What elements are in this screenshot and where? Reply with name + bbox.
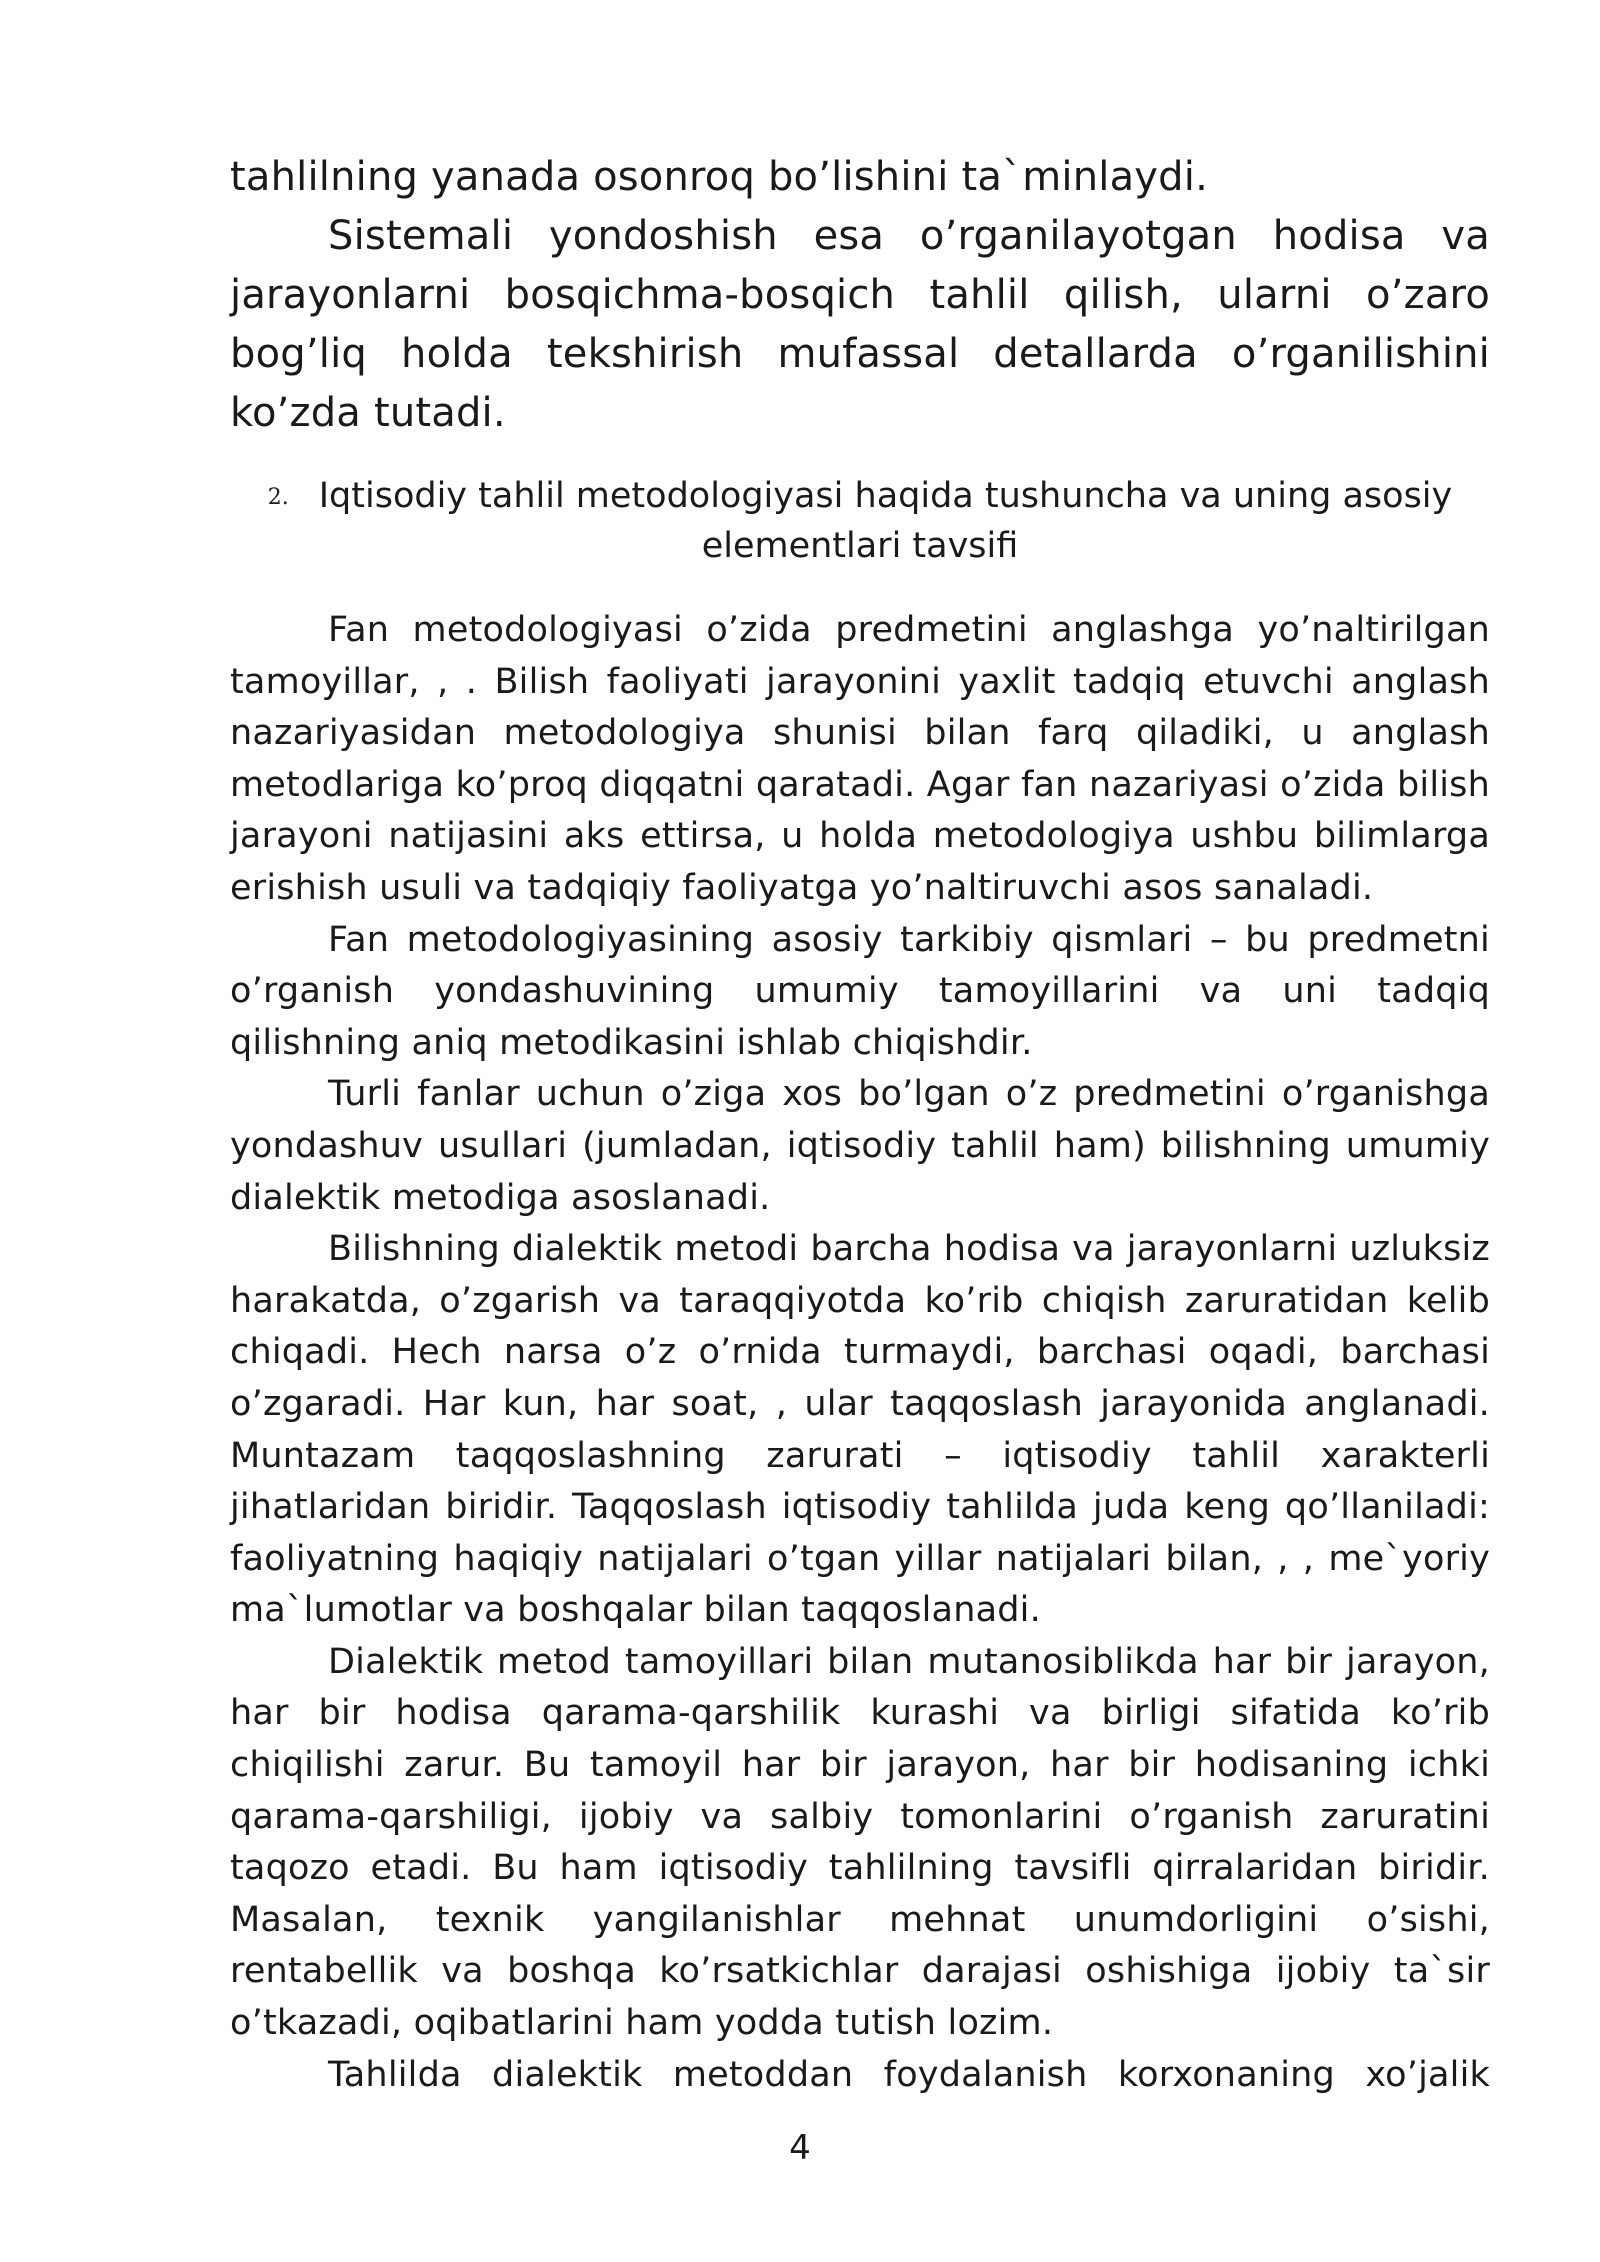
page-number: 4 — [789, 2128, 811, 2168]
section-heading — [230, 472, 1490, 570]
section-heading-line-2: elementlari tavsifi — [701, 526, 1019, 566]
paragraph: Dialektik metod tamoyillari bilan mutanosiblikda har bir jarayon, har bir hodisa qarama-qarshilik kurashi va birligi sifatida ko’rib chiqilishi zarur. Bu tamoyil har bir jarayon, har bir hodisaning ichki qarama-qarshiligi, ijobiy va salbiy tomonlarini o’rganish zaruratini taqozo etadi. Bu ham iqtisodiy tahlilning tavsifli qirralaridan biridir. Masalan, texnik yangilanishlar mehnat unumdorligini o’sishi, rentabellik va boshqa ko’rsatkichlar darajasi oshishiga ijobiy ta`sir o’tkazadi, oqibatlarini ham yodda tutish lozim. — [230, 1641, 1490, 2044]
paragraph: Fan metodologiyasining asosiy tarkibiy qismlari – bu predmetni o’rganish yondashuvining umumiy tamoyillarini va uni tadqiq qilishning aniq metodikasini ishlab chiqishdir. — [230, 919, 1490, 1063]
intro-paragraph: Sistemali yondoshish esa o’rganilayotgan hodisa va jarayonlarni bosqichma-bosqich tahlil qilish, ularni o’zaro bog’liq holda tekshirish mufassal detallarda o’rganilishini ko’zda tutadi. — [230, 213, 1490, 436]
section-number: 2. — [267, 485, 289, 510]
intro-section — [230, 148, 1490, 443]
body-text — [230, 605, 1490, 2101]
paragraph: Fan metodologiyasi o’zida predmetini anglashga yo’naltirilgan tamoyillar, , . Bilish faoliyati jarayonini yaxlit tadqiq etuvchi anglash nazariyasidan metodologiya shunisi bilan farq qiladiki, u anglash metodlariga ko’proq diqqatni qaratadi. Agar fan nazariyasi o’zida bilish jarayoni natijasini aks ettirsa, u holda metodologiya ushbu bilimlarga erishish usuli va tadqiqiy faoliyatga yo’naltiruvchi asos sanaladi. — [230, 610, 1490, 908]
section-heading-line-1: Iqtisodiy tahlil metodologiyasi haqida tushuncha va uning asosiy — [318, 476, 1453, 516]
paragraph: Turli fanlar uchun o’ziga xos bo’lgan o’z predmetini o’rganishga yondashuv usullari (jumladan, iqtisodiy tahlil ham) bilishning umumiy dialektik metodiga asoslanadi. — [230, 1074, 1490, 1218]
paragraph: Bilishning dialektik metodi barcha hodisa va jarayonlarni uzluksiz harakatda, o’zgarish va taraqqiyotda ko’rib chiqish zaruratidan kelib chiqadi. Hech narsa o’z o’rnida turmaydi, barchasi oqadi, barchasi o’zgaradi. Har kun, har soat, , ular taqqoslash jarayonida anglanadi. Muntazam taqqoslashning zarurati – iqtisodiy tahlil xarakterli jihatlaridan biridir. Taqqoslash iqtisodiy tahlilda juda keng qo’llaniladi: faoliyatning haqiqiy natijalari o’tgan yillar natijalari bilan, , , me`yoriy ma`lumotlar va boshqalar bilan taqqoslanadi. — [230, 1229, 1490, 1631]
paragraph-continues: Tahlilda dialektik metoddan foydalanish korxonaning xo’jalik — [328, 2054, 1490, 2095]
intro-continuation-line: tahlilning yanada osonroq bo’lishini ta`minlaydi. — [230, 154, 1208, 200]
